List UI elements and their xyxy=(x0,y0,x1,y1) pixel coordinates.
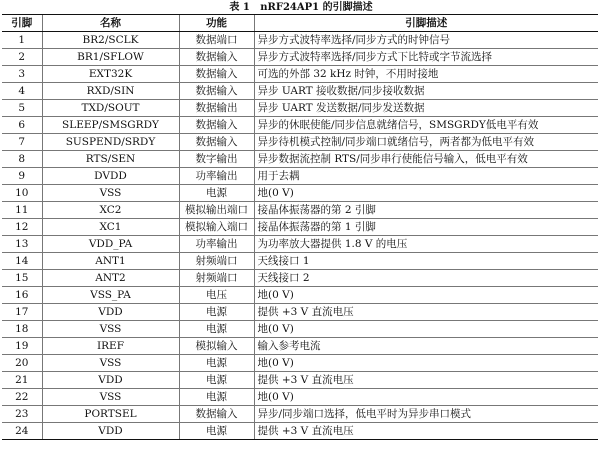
cell-pin: 17 xyxy=(2,304,42,321)
cell-description: 异步 UART 接收数据/同步接收数据 xyxy=(254,83,598,100)
cell-name: DVDD xyxy=(42,168,179,185)
header-pin: 引脚 xyxy=(2,15,42,32)
cell-pin: 22 xyxy=(2,389,42,406)
table-row xyxy=(2,100,598,117)
cell-name: XC1 xyxy=(42,219,179,236)
cell-pin: 8 xyxy=(2,151,42,168)
table-row xyxy=(2,49,598,66)
cell-pin: 19 xyxy=(2,338,42,355)
cell-description: 地(0 V) xyxy=(254,355,598,372)
table-row xyxy=(2,151,598,168)
cell-function: 模拟输出端口 xyxy=(179,202,254,219)
cell-pin: 18 xyxy=(2,321,42,338)
cell-description: 用于去耦 xyxy=(254,168,598,185)
cell-pin: 4 xyxy=(2,83,42,100)
cell-description: 地(0 V) xyxy=(254,389,598,406)
cell-function: 电源 xyxy=(179,304,254,321)
cell-function: 数据输入 xyxy=(179,66,254,83)
table-caption-title: nRF24AP1 的引脚描述 xyxy=(260,2,373,13)
table-caption-label: 表 1 xyxy=(229,2,250,13)
cell-name: VSS xyxy=(42,185,179,202)
table-row xyxy=(2,338,598,355)
table-row xyxy=(2,83,598,100)
cell-name: VDD_PA xyxy=(42,236,179,253)
table-row xyxy=(2,270,598,287)
cell-description: 异步方式波特率选择/同步方式下比特或字节流选择 xyxy=(254,49,598,66)
cell-name: TXD/SOUT xyxy=(42,100,179,117)
cell-pin: 15 xyxy=(2,270,42,287)
cell-function: 数据输入 xyxy=(179,83,254,100)
cell-function: 数据输入 xyxy=(179,49,254,66)
header-row xyxy=(2,15,598,32)
cell-pin: 7 xyxy=(2,134,42,151)
cell-function: 电压 xyxy=(179,287,254,304)
cell-description: 天线接口 2 xyxy=(254,270,598,287)
table-row xyxy=(2,389,598,406)
cell-name: VSS xyxy=(42,321,179,338)
cell-name: EXT32K xyxy=(42,66,179,83)
cell-description: 异步数据流控制 RTS/同步串行使能信号输入，低电平有效 xyxy=(254,151,598,168)
cell-function: 电源 xyxy=(179,389,254,406)
cell-pin: 24 xyxy=(2,423,42,440)
table-row xyxy=(2,355,598,372)
cell-name: RXD/SIN xyxy=(42,83,179,100)
cell-description: 提供 +3 V 直流电压 xyxy=(254,304,598,321)
table-row xyxy=(2,168,598,185)
cell-function: 电源 xyxy=(179,321,254,338)
cell-name: VSS xyxy=(42,355,179,372)
cell-pin: 10 xyxy=(2,185,42,202)
cell-name: VDD xyxy=(42,304,179,321)
cell-description: 地(0 V) xyxy=(254,287,598,304)
table-row xyxy=(2,304,598,321)
cell-description: 地(0 V) xyxy=(254,321,598,338)
pin-description-table xyxy=(2,14,598,440)
cell-description: 提供 +3 V 直流电压 xyxy=(254,372,598,389)
cell-function: 功率输出 xyxy=(179,168,254,185)
cell-function: 数字输出 xyxy=(179,151,254,168)
table-row xyxy=(2,185,598,202)
cell-name: SLEEP/SMSGRDY xyxy=(42,117,179,134)
header-description: 引脚描述 xyxy=(254,15,598,32)
table-row xyxy=(2,219,598,236)
cell-pin: 21 xyxy=(2,372,42,389)
cell-description: 为功率放大器提供 1.8 V 的电压 xyxy=(254,236,598,253)
cell-description: 地(0 V) xyxy=(254,185,598,202)
cell-pin: 3 xyxy=(2,66,42,83)
cell-description: 天线接口 1 xyxy=(254,253,598,270)
cell-pin: 14 xyxy=(2,253,42,270)
table-row xyxy=(2,321,598,338)
cell-function: 射频端口 xyxy=(179,270,254,287)
cell-function: 数据输入 xyxy=(179,406,254,423)
header-function: 功能 xyxy=(179,15,254,32)
cell-function: 电源 xyxy=(179,355,254,372)
cell-name: IREF xyxy=(42,338,179,355)
cell-name: ANT1 xyxy=(42,253,179,270)
cell-description: 输入参考电流 xyxy=(254,338,598,355)
cell-pin: 6 xyxy=(2,117,42,134)
cell-pin: 16 xyxy=(2,287,42,304)
header-name: 名称 xyxy=(42,15,179,32)
table-row xyxy=(2,372,598,389)
table-body xyxy=(2,32,598,440)
table-row xyxy=(2,32,598,49)
cell-name: RTS/SEN xyxy=(42,151,179,168)
cell-name: VSS_PA xyxy=(42,287,179,304)
cell-name: BR1/SFLOW xyxy=(42,49,179,66)
cell-description: 接晶体振荡器的第 2 引脚 xyxy=(254,202,598,219)
cell-pin: 11 xyxy=(2,202,42,219)
cell-pin: 13 xyxy=(2,236,42,253)
table-row xyxy=(2,202,598,219)
cell-description: 异步 UART 发送数据/同步发送数据 xyxy=(254,100,598,117)
cell-pin: 1 xyxy=(2,32,42,49)
cell-name: ANT2 xyxy=(42,270,179,287)
table-row xyxy=(2,423,598,440)
cell-description: 异步方式波特率选择/同步方式的时钟信号 xyxy=(254,32,598,49)
cell-function: 电源 xyxy=(179,372,254,389)
cell-function: 功率输出 xyxy=(179,236,254,253)
cell-name: PORTSEL xyxy=(42,406,179,423)
cell-function: 模拟输入 xyxy=(179,338,254,355)
cell-name: SUSPEND/SRDY xyxy=(42,134,179,151)
cell-name: VDD xyxy=(42,423,179,440)
cell-function: 电源 xyxy=(179,185,254,202)
cell-name: VSS xyxy=(42,389,179,406)
cell-name: VDD xyxy=(42,372,179,389)
cell-function: 模拟输入端口 xyxy=(179,219,254,236)
cell-function: 数据输出 xyxy=(179,100,254,117)
cell-function: 射频端口 xyxy=(179,253,254,270)
cell-function: 数据输入 xyxy=(179,134,254,151)
table-caption xyxy=(2,0,600,14)
table-row xyxy=(2,134,598,151)
cell-pin: 23 xyxy=(2,406,42,423)
cell-function: 数据端口 xyxy=(179,32,254,49)
table-row xyxy=(2,253,598,270)
cell-function: 电源 xyxy=(179,423,254,440)
cell-pin: 2 xyxy=(2,49,42,66)
table-row xyxy=(2,66,598,83)
cell-description: 可选的外部 32 kHz 时钟，不用时接地 xyxy=(254,66,598,83)
cell-pin: 9 xyxy=(2,168,42,185)
cell-description: 异步的休眠使能/同步信息就绪信号，SMSGRDY低电平有效 xyxy=(254,117,598,134)
table-row xyxy=(2,287,598,304)
cell-name: XC2 xyxy=(42,202,179,219)
cell-description: 异步/同步端口选择，低电平时为异步串口模式 xyxy=(254,406,598,423)
table-header xyxy=(2,15,598,32)
cell-pin: 12 xyxy=(2,219,42,236)
cell-function: 数据输入 xyxy=(179,117,254,134)
cell-description: 提供 +3 V 直流电压 xyxy=(254,423,598,440)
table-row xyxy=(2,236,598,253)
table-row xyxy=(2,117,598,134)
cell-description: 接晶体振荡器的第 1 引脚 xyxy=(254,219,598,236)
cell-pin: 5 xyxy=(2,100,42,117)
cell-name: BR2/SCLK xyxy=(42,32,179,49)
cell-description: 异步待机模式控制/同步端口就绪信号，两者都为低电平有效 xyxy=(254,134,598,151)
table-row xyxy=(2,406,598,423)
cell-pin: 20 xyxy=(2,355,42,372)
